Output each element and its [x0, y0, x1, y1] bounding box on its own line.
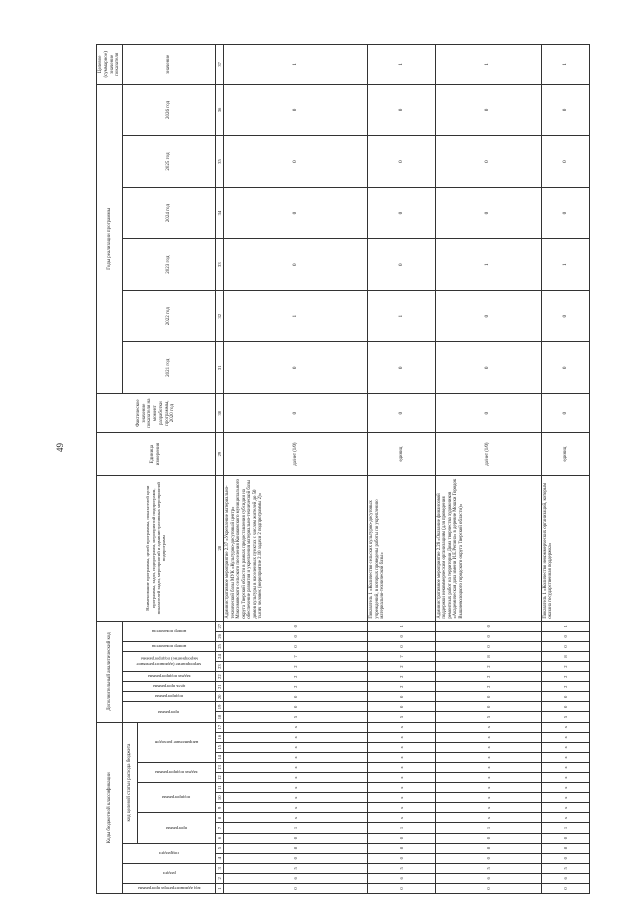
header-a-cel: цель программы — [123, 682, 216, 692]
code-cell: 1 — [224, 823, 368, 833]
header-year-2021: 2021 год — [123, 342, 216, 394]
code-cell: 8 — [435, 651, 541, 661]
code-cell: 0 — [368, 631, 436, 641]
table-row — [435, 45, 541, 894]
header-target-article: код целевой статьи расхода бюджета — [123, 722, 138, 843]
code-cell: х — [541, 752, 590, 762]
header-a-zadacha: задача подпрограммы — [123, 672, 216, 682]
code-cell: 5 — [541, 712, 590, 722]
year-value-cell: 0 — [368, 187, 436, 239]
row-name-cell: Показатель 1 «Количество некоммерческих организаций, которым оказана государственная поддержка» — [541, 475, 590, 621]
code-cell: 7 — [368, 651, 436, 661]
year-value-cell: 0 — [435, 187, 541, 239]
code-cell: 1 — [541, 823, 590, 833]
code-cell: х — [224, 762, 368, 772]
header-col-programma: программа — [137, 813, 215, 843]
code-cell: 0 — [435, 621, 541, 631]
column-number: 8 — [216, 813, 224, 823]
code-cell: х — [435, 742, 541, 752]
table-row — [541, 45, 590, 894]
header-col-podrazdel: подраздел — [123, 843, 216, 863]
code-cell: 2 — [435, 682, 541, 692]
column-number: 33 — [216, 239, 224, 291]
program-table — [96, 44, 590, 894]
header-a-programma: программа — [123, 702, 216, 722]
column-number-row — [216, 45, 224, 894]
header-col-razdel: раздел — [123, 863, 216, 883]
header-value: значение — [123, 45, 216, 85]
fact-cell: 0 — [224, 394, 368, 433]
code-cell: х — [368, 732, 436, 742]
code-cell: 2 — [224, 672, 368, 682]
code-cell: 5 — [224, 712, 368, 722]
code-cell: х — [435, 773, 541, 783]
code-cell: 0 — [435, 692, 541, 702]
code-cell: 5 — [368, 863, 436, 873]
target-value-cell: 1 — [368, 45, 436, 85]
column-number: 15 — [216, 742, 224, 752]
year-value-cell: 0 — [368, 239, 436, 291]
header-year-2023: 2023 год — [123, 239, 216, 291]
column-number: 35 — [216, 136, 224, 188]
year-value-cell: 0 — [224, 239, 368, 291]
header-a-podprogramma: подпрограмма — [123, 692, 216, 702]
code-cell: 5 — [435, 712, 541, 722]
code-cell: 5 — [368, 712, 436, 722]
code-cell: х — [541, 742, 590, 752]
column-number: 30 — [216, 394, 224, 433]
code-cell: х — [224, 722, 368, 732]
code-cell: 1 — [435, 823, 541, 833]
code-cell: х — [435, 783, 541, 793]
column-number: 18 — [216, 712, 224, 722]
column-number: 3 — [216, 863, 224, 873]
code-cell: 1 — [368, 621, 436, 631]
year-value-cell: 0 — [541, 342, 590, 394]
code-cell: 1 — [541, 621, 590, 631]
column-number: 26 — [216, 631, 224, 641]
header-a-meropriyatie: мероприятие (административное мероприятие) подпрограммы — [123, 651, 216, 671]
column-number: 20 — [216, 692, 224, 702]
header-budget-codes: Коды бюджетной классификации — [97, 722, 123, 893]
code-cell: х — [541, 793, 590, 803]
column-number: 21 — [216, 682, 224, 692]
table-rotated-container — [96, 44, 568, 894]
header-fact: Фактическое значение показателя на момент разработки программы, 2020 год — [97, 394, 216, 433]
code-cell: х — [224, 783, 368, 793]
code-cell: 0 — [435, 833, 541, 843]
code-cell: х — [224, 732, 368, 742]
fact-cell: 0 — [435, 394, 541, 433]
year-value-cell: 0 — [435, 342, 541, 394]
column-number: 32 — [216, 290, 224, 342]
code-cell: 0 — [224, 631, 368, 641]
column-number: 31 — [216, 342, 224, 394]
header-year-2024: 2024 год — [123, 187, 216, 239]
column-number: 11 — [216, 783, 224, 793]
column-number: 5 — [216, 843, 224, 853]
code-cell: х — [435, 732, 541, 742]
header-unit: Единица измерения — [97, 433, 216, 476]
year-value-cell: 0 — [224, 342, 368, 394]
year-value-cell: 1 — [541, 239, 590, 291]
code-cell: х — [368, 762, 436, 772]
code-cell: х — [368, 783, 436, 793]
code-cell: х — [368, 722, 436, 732]
code-cell: 0 — [224, 621, 368, 631]
column-number: 22 — [216, 672, 224, 682]
column-number: 28 — [216, 475, 224, 621]
column-number: 27 — [216, 621, 224, 631]
header-year-2026: 2026 год — [123, 84, 216, 136]
year-value-cell: 0 — [435, 84, 541, 136]
header-target: Целевое (суммарное) значение показателя — [97, 45, 123, 85]
code-cell: х — [368, 752, 436, 762]
column-number: 13 — [216, 762, 224, 772]
code-cell: х — [435, 813, 541, 823]
header-col-admin: код администратора программы — [123, 883, 216, 893]
code-cell: 6 — [224, 873, 368, 883]
code-cell: х — [541, 813, 590, 823]
code-cell: 7 — [224, 651, 368, 661]
code-cell: 8 — [224, 843, 368, 853]
column-number: 1 — [216, 883, 224, 893]
code-cell: 0 — [435, 631, 541, 641]
code-cell: х — [435, 793, 541, 803]
column-number: 9 — [216, 803, 224, 813]
code-cell: х — [368, 793, 436, 803]
code-cell: х — [368, 803, 436, 813]
code-cell: 0 — [435, 702, 541, 712]
table-row — [224, 45, 368, 894]
fact-cell: 0 — [368, 394, 436, 433]
header-analytic-code: Дополнительный аналитический код — [97, 621, 123, 722]
year-value-cell: 0 — [368, 342, 436, 394]
row-name-cell: Показатель 1 «Количество сельских культурно-досуговых учреждений, в которых проведены работы по укреплению материально-технической базы» — [368, 475, 436, 621]
unit-cell: единиц — [541, 433, 590, 476]
code-cell: 8 — [541, 651, 590, 661]
code-cell: х — [368, 742, 436, 752]
code-cell: 2 — [541, 682, 590, 692]
column-number: 37 — [216, 45, 224, 85]
year-value-cell: 0 — [224, 136, 368, 188]
code-cell: 0 — [368, 883, 436, 893]
row-name-cell: Административное мероприятие 2.28 «Оказание финансовой поддержки некоммерческим организациям (для проведения ремонтных работ на территории Дома творчества художников «Академическая дача имени И.Е.Репина» в деревне Мошки Городок Вышневолоцкого городского округа Тверской области)» — [435, 475, 541, 621]
column-number: 23 — [216, 662, 224, 672]
column-number: 2 — [216, 873, 224, 883]
table-row — [368, 45, 436, 894]
code-cell: х — [541, 803, 590, 813]
code-cell: 8 — [368, 843, 436, 853]
code-cell: 0 — [368, 692, 436, 702]
header-a-indicator: номер показателя — [123, 641, 216, 651]
year-value-cell: 0 — [541, 84, 590, 136]
year-value-cell: 0 — [541, 290, 590, 342]
fact-cell: 0 — [541, 394, 590, 433]
year-value-cell: 1 — [224, 290, 368, 342]
table-body — [224, 45, 590, 894]
header-year-2025: 2025 год — [123, 136, 216, 188]
code-cell: 6 — [368, 873, 436, 883]
table-head — [97, 45, 224, 894]
column-number: 29 — [216, 433, 224, 476]
code-cell: х — [541, 783, 590, 793]
code-cell: 0 — [541, 702, 590, 712]
code-cell: 0 — [368, 702, 436, 712]
header-a-number: номер показателя — [123, 621, 216, 641]
code-cell: 6 — [541, 873, 590, 883]
code-cell: х — [541, 773, 590, 783]
code-cell: 0 — [541, 833, 590, 843]
page-number: 49 — [55, 443, 65, 452]
code-cell: 0 — [541, 631, 590, 641]
header-col-podprogramma: подпрограмма — [137, 783, 215, 813]
code-cell: 0 — [435, 853, 541, 863]
code-cell: х — [224, 803, 368, 813]
row-name-cell: Административное мероприятие 2.37 «Укрепление материально-технической базы МУК «Культурно-досуговый центр» Максимовского сельского поселения Конаковского муниципального округа Тверской области в рамках предоставления субсидии на обеспечение развития и укрепления материально-технической базы домов культуры в населенных пунктах с числом жителей до 50 тысяч человек (мероприятие 2.10 задачи 2 подпрограммы 2)» — [224, 475, 368, 621]
column-number: 10 — [216, 793, 224, 803]
code-cell: х — [224, 793, 368, 803]
code-cell: 2 — [435, 662, 541, 672]
code-cell: 8 — [541, 843, 590, 853]
header-col-napravlenie: направление расходов — [137, 722, 215, 762]
code-cell: х — [541, 722, 590, 732]
column-number: 17 — [216, 722, 224, 732]
code-cell: х — [368, 813, 436, 823]
code-cell: 0 — [224, 641, 368, 651]
unit-cell: единиц — [368, 433, 436, 476]
code-cell: 0 — [224, 833, 368, 843]
year-value-cell: 0 — [435, 136, 541, 188]
code-cell: 0 — [224, 692, 368, 702]
code-cell: 0 — [541, 641, 590, 651]
year-value-cell: 0 — [435, 290, 541, 342]
year-value-cell: 1 — [435, 239, 541, 291]
code-cell: 0 — [224, 883, 368, 893]
column-number: 6 — [216, 833, 224, 843]
code-cell: х — [435, 752, 541, 762]
column-number: 7 — [216, 823, 224, 833]
unit-cell: да/нет (1/0) — [224, 433, 368, 476]
code-cell: 2 — [224, 682, 368, 692]
code-cell: 2 — [541, 662, 590, 672]
code-cell: 5 — [224, 863, 368, 873]
code-cell: 0 — [368, 833, 436, 843]
header-year-2022: 2022 год — [123, 290, 216, 342]
column-number: 24 — [216, 651, 224, 661]
column-number: 14 — [216, 752, 224, 762]
code-cell: 0 — [368, 641, 436, 651]
column-number: 25 — [216, 641, 224, 651]
code-cell: х — [541, 762, 590, 772]
code-cell: х — [368, 773, 436, 783]
target-value-cell: 1 — [224, 45, 368, 85]
year-value-cell: 0 — [224, 84, 368, 136]
column-number: 36 — [216, 84, 224, 136]
code-cell: 6 — [435, 873, 541, 883]
column-number: 12 — [216, 773, 224, 783]
code-cell: 2 — [368, 672, 436, 682]
target-value-cell: 1 — [541, 45, 590, 85]
code-cell: 0 — [435, 641, 541, 651]
code-cell: 0 — [224, 853, 368, 863]
code-cell: 2 — [368, 662, 436, 672]
code-cell: х — [541, 732, 590, 742]
header-years: Годы реализации программы — [97, 84, 123, 393]
code-cell: х — [224, 742, 368, 752]
code-cell: 0 — [541, 853, 590, 863]
column-number: 19 — [216, 702, 224, 712]
column-number: 16 — [216, 732, 224, 742]
column-number: 4 — [216, 853, 224, 863]
code-cell: 1 — [368, 823, 436, 833]
code-cell: 0 — [541, 883, 590, 893]
code-cell: х — [224, 773, 368, 783]
code-cell: х — [224, 752, 368, 762]
year-value-cell: 0 — [541, 136, 590, 188]
code-cell: х — [435, 762, 541, 772]
code-cell: 0 — [368, 853, 436, 863]
code-cell: 5 — [435, 863, 541, 873]
header-col-zadacha: задача подпрограммы — [137, 762, 215, 782]
code-cell: 0 — [541, 692, 590, 702]
unit-cell: да/нет (1/0) — [435, 433, 541, 476]
year-value-cell: 0 — [541, 187, 590, 239]
code-cell: 0 — [224, 702, 368, 712]
year-value-cell: 0 — [368, 84, 436, 136]
code-cell: х — [224, 813, 368, 823]
code-cell: 0 — [435, 883, 541, 893]
year-value-cell: 1 — [368, 290, 436, 342]
code-cell: 2 — [224, 662, 368, 672]
year-value-cell: 0 — [224, 187, 368, 239]
code-cell: 2 — [435, 672, 541, 682]
code-cell: 8 — [435, 843, 541, 853]
code-cell: х — [435, 722, 541, 732]
header-name: Наименование программы, целей программы, показателей цели программы, задач, подпрограмм, мероприятий подпрограмм, показателей задач, мероприятий и административных мероприятий подпрограмм — [97, 475, 216, 621]
code-cell: 5 — [541, 863, 590, 873]
column-number: 34 — [216, 187, 224, 239]
code-cell: 2 — [541, 672, 590, 682]
year-value-cell: 0 — [368, 136, 436, 188]
target-value-cell: 1 — [435, 45, 541, 85]
code-cell: х — [435, 803, 541, 813]
code-cell: 2 — [368, 682, 436, 692]
